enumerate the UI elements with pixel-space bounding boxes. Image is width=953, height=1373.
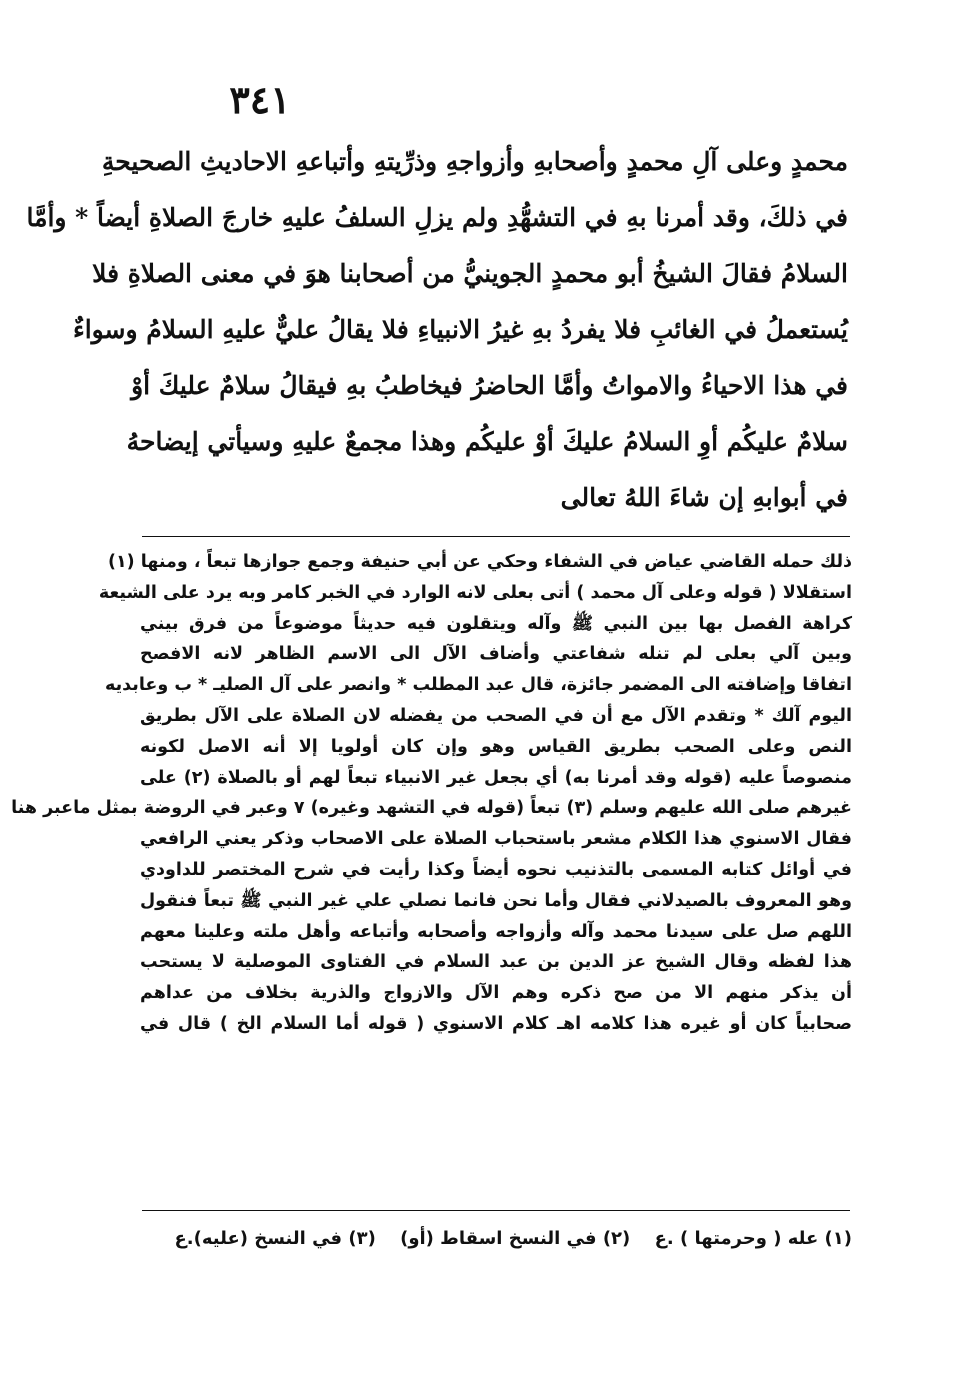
commentary-line: صحابياً كان أو غيره هذا كلامه اهـ كلام الاسنوي ( قوله أما السلام الخ ) قال في	[140, 1013, 852, 1034]
commentary-line: اليوم آلك * وتقدم الآل مع أن في الصحب من يفضله لان الصلاة على الآل بطريق	[140, 705, 852, 726]
commentary-line: هذا لفظه وقال الشيخ عز الدين بن عبد السلام في الفتاوى الموصلية لا يستحب	[140, 952, 852, 973]
main-text-line: سلامٌ عليكُم أوِ السلامُ عليكَ أوْ عليكُم وهذا مجمعٌ عليهِ وسيأتي إيضاحهُ	[126, 427, 848, 456]
footnote-separator-rule	[142, 1210, 850, 1211]
commentary-line: فقال الاسنوي هذا الكلام مشعر باستحباب الصلاة على الاصحاب وذكر يعني الرافعي	[140, 829, 852, 850]
main-text-line: في ذلكَ، وقد أمرنا بهِ في التشهُّدِ ولم يزلِ السلفُ عليهِ خارجَ الصلاةِ أيضاً * وأمَّا	[26, 203, 848, 232]
commentary-line: منصوصاً عليه (قوله وقد أمرنا به) أي بجعل غير الانبياء تبعاً لهم أو بالصلاة (٢) على	[140, 767, 852, 788]
main-text-block	[26, 134, 848, 526]
footnote-2: (٢) في النسخ اسقاط (أو)	[400, 1228, 631, 1249]
commentary-line: النص وعلى الصحب بطريق القياس وهو وإن كان أولويا إلا أنه الاصل لكونه	[140, 736, 852, 757]
commentary-block	[11, 547, 852, 1040]
commentary-line: اللهم صل على سيدنا محمد وآله وأزواجه وأصحابه وأتباعه وأهل ملته وعلينا معهم	[140, 921, 852, 942]
commentary-line: اتفاقا وإضافته الى المضمر جائزة، قال عبد المطلب * وانصر على آل الصليـ * ب وعابديه	[104, 675, 852, 696]
main-text-line: محمدٍ وعلى آلِ محمدٍ وأصحابهِ وأزواجهِ وذرِّيتهِ وأتباعهِ الاحاديثِ الصحيحةِ	[101, 147, 848, 176]
commentary-line: استقلالا ( قوله وعلى آل محمد ) أتى بعلى لانه الوارد في الخبر كامر وبه يرد على الشيعة	[98, 582, 852, 603]
main-text-line: السلامُ فقالَ الشيخُ أبو محمدٍ الجوينيُّ من أصحابنا هوَ في معنى الصلاةِ فلا	[92, 259, 848, 288]
commentary-line: في أوائل كتابه المسمى بالتذنيب نحوه أيضاً وكذا رأيت في شرح المختصر للداودي	[140, 859, 852, 880]
footnote-1: (١) عله ( وحرمتها ) .ع	[654, 1228, 852, 1249]
footnotes-block	[140, 1222, 852, 1256]
commentary-line: أن يذكر منهم الا من صح ذكره وهم الآل والازواج والذرية بخلاف من عداهم	[140, 983, 852, 1004]
commentary-line: كراهة الفصل بها بين النبي ﷺ وآله ويتقلون فيه حديثاً موضوعاً من فرق بيني	[140, 613, 852, 634]
main-text-line: في أبوابهِ إن شاءَ اللهُ تعالى	[560, 483, 848, 512]
main-text-line: في هذا الاحياءُ والامواتُ وأمَّا الحاضرُ فيخاطبُ بهِ فيقالُ سلامٌ عليكَ أوْ	[131, 371, 848, 400]
commentary-line: غيرهم صلى الله عليهم وسلم (٣) تبعاً (قوله في التشهد وغيره) ٧ وعبر في الروضة بمثل ماعبر هنا	[11, 798, 852, 819]
commentary-line: وبين آلي بعلى لم تنله شفاعتي وأضاف الآل الى الاسم الظاهر لانه الافصح	[140, 644, 852, 665]
main-text-line: يُستعملُ في الغائبِ فلا يفردُ بهِ غيرُ الانبياءِ فلا يقالُ عليٌّ عليهِ السلامُ وسواءٌ	[72, 315, 848, 344]
footnote-3: (٣) في النسخ (عليه).ع	[174, 1228, 376, 1249]
page-number: ٣٤١	[229, 77, 291, 122]
separator-rule	[142, 536, 850, 537]
commentary-line: ذلك حمله القاضي عياض في الشفاء وحكي عن أبي حنيفة وجمع جوازها تبعاً ، ومنها (١)	[107, 552, 852, 572]
commentary-line: وهو المعروف بالصيدلاني فقال وأما نحن فانما نصلي علي غير النبي ﷺ تبعاً فنقول	[140, 890, 852, 911]
